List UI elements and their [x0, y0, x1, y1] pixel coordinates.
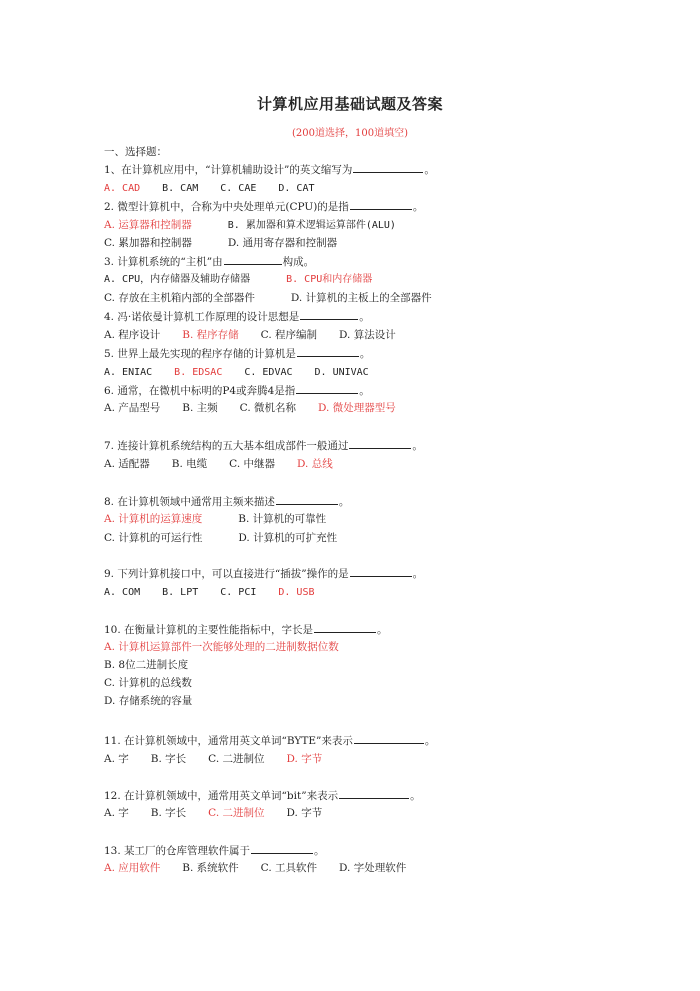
question-tail: 。 — [359, 311, 370, 323]
question-stem — [104, 309, 370, 323]
answer-blank — [353, 162, 423, 173]
option-d: D. 通用寄存器和控制器 — [227, 237, 338, 249]
option-row — [104, 365, 391, 379]
question-text: 11. 在计算机领域中，通常用英文单词“BYTE”来表示 — [104, 735, 353, 747]
option-c: C. 程序编制 — [260, 329, 318, 341]
answer-blank — [349, 438, 411, 449]
option-c: C. EDVAC — [244, 367, 293, 378]
option-a: A. 程序设计 — [104, 329, 161, 341]
option-row — [104, 272, 408, 286]
option-row — [104, 531, 373, 545]
option-row — [104, 512, 362, 526]
option-a: A. 字 — [104, 807, 129, 819]
option-d: D. 微处理器型号 — [318, 402, 396, 414]
question-tail: 。 — [412, 440, 423, 452]
answer-blank — [251, 843, 313, 854]
option-b: B. 计算机的可靠性 — [238, 513, 327, 525]
page-title: 计算机应用基础试题及答案 — [256, 95, 443, 113]
option-row — [104, 640, 375, 654]
option-a: A. 计算机运算部件一次能够处理的二进制数据位数 — [104, 641, 339, 653]
question-text: 10. 在衡量计算机的主要性能指标中，字长是 — [104, 624, 314, 636]
option-b: B. 主频 — [182, 402, 218, 414]
option-d: D. 计算机的主板上的全部器件 — [290, 292, 432, 304]
option-row — [104, 752, 344, 766]
option-c: C. 微机名称 — [239, 402, 297, 414]
answer-blank — [354, 733, 424, 744]
option-b: B. 字长 — [150, 807, 187, 819]
question-stem — [104, 346, 370, 360]
option-row — [104, 694, 228, 708]
option-b: B. CPU和内存储器 — [286, 274, 373, 285]
question-stem — [104, 494, 349, 508]
option-a: A. CPU，内存储器及辅助存储器 — [104, 274, 251, 285]
option-row — [104, 676, 228, 690]
answer-blank — [296, 383, 358, 394]
answer-blank — [276, 494, 338, 505]
option-c: C. PCI — [220, 587, 257, 598]
question-stem — [104, 566, 423, 580]
question-tail: 。 — [410, 790, 421, 802]
option-c: C. 二进制位 — [208, 807, 265, 819]
question-text: 7. 连接计算机系统结构的五大基本组成部件一般通过 — [104, 440, 349, 452]
option-row — [104, 328, 418, 342]
option-c: C. 计算机的总线数 — [104, 677, 192, 689]
question-stem — [104, 438, 423, 452]
question-stem — [104, 254, 314, 268]
option-b: B. 字长 — [150, 753, 187, 765]
question-text: 8. 在计算机领域中通常用主频来描述 — [104, 496, 275, 508]
answer-blank — [297, 346, 359, 357]
section-label: 一、选择题： — [104, 146, 167, 158]
option-a: A. 产品型号 — [104, 402, 161, 414]
option-c: C. CAE — [220, 183, 257, 194]
question-stem — [104, 199, 423, 213]
option-d: D. 计算机的可扩充性 — [238, 532, 338, 544]
option-a: A. COM — [104, 587, 141, 598]
question-text: 13. 某工厂的仓库管理软件属于 — [104, 845, 251, 857]
question-stem — [104, 162, 435, 176]
option-b: B. 累加器和算术逻辑运算部件(ALU) — [227, 220, 396, 231]
option-b: B. 电缆 — [171, 458, 208, 470]
option-d: D. 字处理软件 — [339, 862, 407, 874]
option-c: C. 二进制位 — [208, 753, 265, 765]
option-a: A. 字 — [104, 753, 129, 765]
question-text: 9. 下列计算机接口中，可以直接进行“插拔”操作的是 — [104, 568, 349, 580]
option-d: D. 字节 — [286, 753, 323, 765]
option-row — [104, 457, 355, 471]
option-a: A. 适配器 — [104, 458, 150, 470]
question-tail: 。 — [424, 735, 436, 747]
question-tail: 。 — [359, 348, 371, 360]
option-a: A. 运算器和控制器 — [104, 219, 192, 231]
option-row — [104, 401, 418, 415]
option-d: D. CAT — [278, 183, 315, 194]
question-tail: 。 — [359, 385, 370, 397]
answer-blank — [350, 199, 412, 210]
question-tail: 。 — [338, 496, 350, 508]
option-a: A. 计算机的运算速度 — [104, 513, 203, 525]
option-b: B. LPT — [162, 587, 199, 598]
question-text: 2. 微型计算机中，合称为中央处理单元(CPU)的是指 — [104, 201, 349, 213]
answer-blank — [350, 566, 412, 577]
option-row — [104, 181, 337, 195]
question-tail: 构成。 — [282, 256, 315, 268]
question-stem — [104, 788, 421, 802]
option-d: D. USB — [278, 587, 315, 598]
option-d: D. 字节 — [286, 807, 323, 819]
option-row — [104, 236, 373, 250]
option-c: C. 累加器和控制器 — [104, 237, 192, 249]
option-b: B. CAM — [162, 183, 199, 194]
option-row — [104, 658, 224, 672]
question-text: 5. 世界上最先实现的程序存储的计算机是 — [104, 348, 296, 360]
option-d: D. 总线 — [297, 458, 333, 470]
option-d: D. 存储系统的容量 — [104, 695, 193, 707]
option-row — [104, 218, 432, 232]
question-tail: 。 — [412, 201, 424, 213]
question-stem — [104, 843, 325, 857]
option-b: B. 系统软件 — [182, 862, 239, 874]
option-row — [104, 861, 428, 875]
question-stem — [104, 733, 435, 747]
option-d: D. 算法设计 — [339, 329, 396, 341]
option-c: C. 工具软件 — [260, 862, 318, 874]
option-a: A. ENIAC — [104, 367, 153, 378]
option-a: A. 应用软件 — [104, 862, 161, 874]
question-text: 6. 通常，在微机中标明的P4或奔腾4是指 — [104, 385, 296, 397]
question-tail: 。 — [377, 624, 388, 636]
option-b: B. 程序存储 — [182, 329, 239, 341]
question-text: 4. 冯·诺依曼计算机工作原理的设计思想是 — [104, 311, 300, 323]
question-text: 12. 在计算机领域中，通常用英文单词“bit”来表示 — [104, 790, 339, 802]
option-b: B. EDSAC — [174, 367, 223, 378]
option-c: C. 存放在主机箱内部的全部器件 — [104, 292, 255, 304]
answer-blank — [339, 788, 409, 799]
question-text: 1、在计算机应用中，“计算机辅助设计”的英文缩写为 — [104, 164, 353, 176]
answer-blank — [224, 254, 282, 265]
option-a: A. CAD — [104, 183, 141, 194]
question-tail: 。 — [424, 164, 435, 176]
option-c: C. 计算机的可运行性 — [104, 532, 203, 544]
option-row — [104, 291, 468, 305]
question-tail: 。 — [412, 568, 424, 580]
option-row — [104, 585, 337, 599]
option-row — [104, 806, 344, 820]
question-tail: 。 — [314, 845, 325, 857]
answer-blank — [300, 309, 358, 320]
question-text: 3. 计算机系统的“主机”由 — [104, 256, 223, 268]
option-b: B. 8位二进制长度 — [104, 659, 189, 671]
option-c: C. 中继器 — [229, 458, 276, 470]
page-subtitle: (200道选择，100道填空) — [292, 128, 408, 139]
answer-blank — [314, 622, 376, 633]
option-d: D. UNIVAC — [314, 367, 369, 378]
question-stem — [104, 383, 370, 397]
question-stem — [104, 622, 388, 636]
